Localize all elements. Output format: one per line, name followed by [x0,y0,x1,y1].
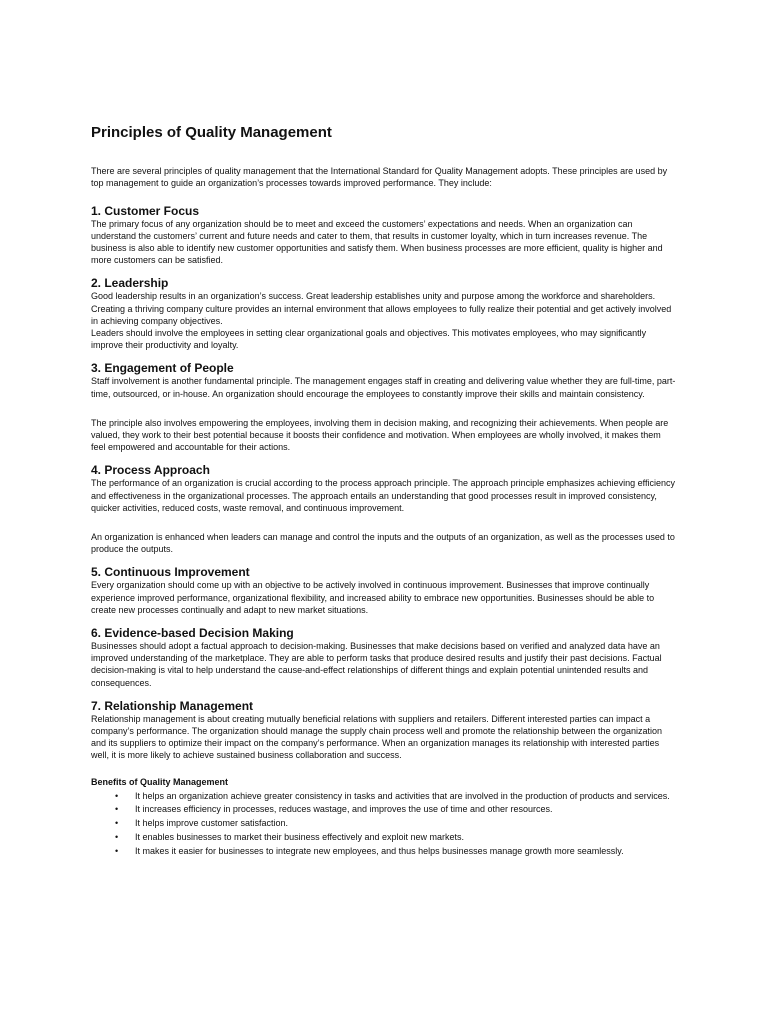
list-item [91,831,677,843]
section-paragraph: The principle also involves empowering the employees, involving them in decision making, and recognizing their achievements. When people are valued, they work to their best potential because it boosts their confidence and motivation. When employees are wholly involved, it makes them feel empowered and accountable for their actions. [91,417,669,453]
list-item-text: It increases efficiency in processes, reduces wastage, and improves the use of time and other resources. [135,804,553,815]
intro-paragraph: There are several principles of quality management that the International Standard for Quality Management adopts. These principles are used by top management to guide an organization’s processes towards improved performance. They include: [91,166,668,189]
list-item [91,790,677,802]
section-paragraph: The primary focus of any organization should be to meet and exceed the customers’ expectations and needs. When an organization can understand the customers’ current and future needs and cater to them, that results in customer loyalty, which in turn increases revenue. The business is also able to identify new customer opportunities and satisfy them. When business processes are more efficient, quality is higher and more customers can be satisfied. [91,218,663,266]
section-paragraph: Every organization should come up with an objective to be actively involved in continuous improvement. Businesses that improve continually experience improved performance, organizational flexibility, and increased ability to embrace new opportunities. Businesses should be able to create new processes continually and adapt to new market situations. [91,580,655,615]
section-paragraph: Relationship management is about creating mutually beneficial relations with suppliers and retailers. Different interested parties can impact a company’s performance. The organization should manage the supply chain process well and promote the relationship between the organization and its suppliers to optimize their impact on the company’s performance. When an organization manages its relationship with interested parties well, it is more likely to achieve sustained business collaboration and success. [91,713,663,761]
section-customer-focus [91,204,677,267]
bullet-icon: • [115,845,119,856]
list-item-text: It makes it easier for businesses to integrate new employees, and thus helps businesses manage growth more seamlessly. [135,845,624,856]
section-evidence-based-decision-making [91,626,677,689]
list-item-text: It helps an organization achieve greater consistency in tasks and activities that are involved in the production of products and services. [135,790,670,801]
section-paragraph: Staff involvement is another fundamental principle. The management engages staff in creating and delivering value whether they are full-time, part-time, outsourced, or in-house. An organization should encourage the employees to constantly improve their skills and maintain consistency. [91,376,676,399]
section-engagement-of-people [91,361,677,453]
benefits-list [91,790,677,857]
section-heading: 7. Relationship Management [91,698,254,713]
section-heading: 1. Customer Focus [91,203,200,218]
section-paragraph: Leaders should involve the employees in setting clear organizational goals and objectives. This motivates employees, who may significantly improve their productivity and loyalty. [91,328,647,351]
section-heading: 5. Continuous Improvement [91,565,250,580]
section-paragraph: Businesses should adopt a factual approach to decision-making. Businesses that make decisions based on verified and analyzed data have an improved understanding of the marketplace. They are able to perform tasks that produce desired results and justify their past decisions. Factual decision-making is vital to help understand the cause-and-effect relationships of different things and explain potential unintended results and consequences. [91,641,662,688]
section-paragraph: An organization is enhanced when leaders can manage and control the inputs and the outputs of an organization, as well as the processes used to produce the outputs. [91,532,675,555]
section-heading: 6. Evidence-based Decision Making [91,626,294,641]
section-relationship-management [91,699,677,762]
bullet-icon: • [115,831,119,842]
section-heading: 3. Engagement of People [91,361,234,376]
section-heading: 2. Leadership [91,276,169,291]
bullet-icon: • [115,790,119,801]
benefits-section [91,776,677,857]
list-item-text: It enables businesses to market their business effectively and exploit new markets. [135,831,465,842]
document-title: Principles of Quality Management [91,124,332,141]
list-item [91,817,677,829]
section-paragraph: Good leadership results in an organization’s success. Great leadership establishes unity and purpose among the workforce and shareholders. Creating a thriving company culture provides an internal environment that allows employees to fully realize their potential and get actively involved in achieving company objectives. [91,291,672,326]
section-leadership [91,276,677,351]
document-page [91,124,677,858]
list-item [91,803,677,815]
section-process-approach [91,463,677,555]
section-heading: 4. Process Approach [91,463,210,478]
list-item-text: It helps improve customer satisfaction. [135,818,289,829]
section-continuous-improvement [91,565,677,616]
bullet-icon: • [115,818,119,829]
benefits-title: Benefits of Quality Management [91,776,229,787]
section-paragraph: The performance of an organization is crucial according to the process approach principle. The approach principle emphasizes achieving efficiency and effectiveness in the organizational processes. The approach entails an understanding that good processes result in improved consistency, quicker activities, reduced costs, waste removal, and continuous improvement. [91,478,675,513]
bullet-icon: • [115,804,119,815]
list-item [91,845,677,857]
